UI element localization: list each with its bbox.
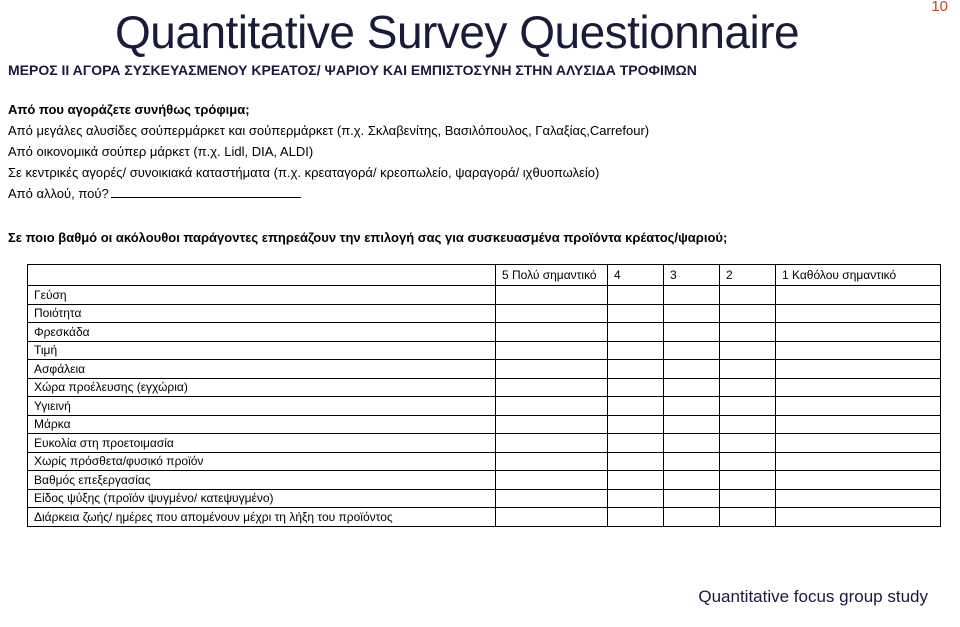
rating-cell-4[interactable] bbox=[608, 415, 664, 434]
rating-cell-3[interactable] bbox=[664, 434, 720, 453]
footer-text: Quantitative focus group study bbox=[698, 587, 928, 606]
rating-cell-4[interactable] bbox=[608, 471, 664, 490]
rating-header-row bbox=[28, 265, 941, 286]
rating-cell-1[interactable] bbox=[776, 452, 941, 471]
option-other[interactable] bbox=[8, 183, 649, 204]
rating-cell-1[interactable] bbox=[776, 397, 941, 416]
rating-cell-5[interactable] bbox=[496, 508, 608, 527]
rating-cell-5[interactable] bbox=[496, 489, 608, 508]
table-row bbox=[28, 360, 941, 379]
option-discount-supermarkets[interactable]: Από οικονομικά σούπερ μάρκετ (π.χ. Lidl, DIA, ALDI) bbox=[8, 144, 314, 159]
rating-cell-3[interactable] bbox=[664, 452, 720, 471]
page-number: 10 bbox=[931, 0, 948, 15]
table-row bbox=[28, 397, 941, 416]
rating-cell-5[interactable] bbox=[496, 378, 608, 397]
question-title: Από που αγοράζετε συνήθως τρόφιμα; bbox=[8, 102, 250, 117]
rating-cell-5[interactable] bbox=[496, 286, 608, 305]
rating-cell-3[interactable] bbox=[664, 378, 720, 397]
rating-cell-1[interactable] bbox=[776, 508, 941, 527]
scale-header-5: 5 Πολύ σημαντικό bbox=[496, 265, 608, 286]
slide-title: Quantitative Survey Questionnaire bbox=[115, 6, 800, 58]
factor-label: Ποιότητα bbox=[28, 304, 496, 323]
rating-cell-2[interactable] bbox=[720, 341, 776, 360]
section-heading: ΜΕΡΟΣ ΙΙ ΑΓΟΡΑ ΣΥΣΚΕΥΑΣΜΕΝΟΥ ΚΡΕΑΤΟΣ/ ΨΑΡΙΟΥ ΚΑΙ ΕΜΠΙΣΤΟΣΥΝΗ ΣΤΗΝ ΑΛΥΣΙΔΑ ΤΡΟΦΙΜΩΝ bbox=[8, 62, 697, 78]
option-large-supermarkets[interactable]: Από μεγάλες αλυσίδες σούπερμάρκετ και σούπερμάρκετ (π.χ. Σκλαβενίτης, Βασιλόπουλος, Γαλαξίας,Carrefour) bbox=[8, 123, 650, 138]
rating-cell-3[interactable] bbox=[664, 304, 720, 323]
rating-cell-2[interactable] bbox=[720, 360, 776, 379]
rating-cell-1[interactable] bbox=[776, 286, 941, 305]
factor-label: Χώρα προέλευσης (εγχώρια) bbox=[28, 378, 496, 397]
factor-label: Βαθμός επεξεργασίας bbox=[28, 471, 496, 490]
rating-cell-5[interactable] bbox=[496, 323, 608, 342]
factor-label: Είδος ψύξης (προϊόν ψυγμένο/ κατεψυγμένο) bbox=[28, 489, 496, 508]
rating-cell-2[interactable] bbox=[720, 452, 776, 471]
rating-cell-5[interactable] bbox=[496, 304, 608, 323]
factor-label: Γεύση bbox=[28, 286, 496, 305]
rating-cell-5[interactable] bbox=[496, 452, 608, 471]
question-rating-title: Σε ποιο βαθμό οι ακόλουθοι παράγοντες επηρεάζουν την επιλογή σας για συσκευασμένα προϊόντα κρέατος/ψαριού; bbox=[8, 230, 728, 245]
rating-cell-5[interactable] bbox=[496, 341, 608, 360]
rating-cell-5[interactable] bbox=[496, 360, 608, 379]
factor-label: Χωρίς πρόσθετα/φυσικό προϊόν bbox=[28, 452, 496, 471]
rating-cell-4[interactable] bbox=[608, 489, 664, 508]
table-row bbox=[28, 415, 941, 434]
rating-cell-3[interactable] bbox=[664, 489, 720, 508]
rating-cell-4[interactable] bbox=[608, 452, 664, 471]
other-answer-blank[interactable] bbox=[111, 185, 301, 198]
factor-label: Υγιεινή bbox=[28, 397, 496, 416]
rating-cell-3[interactable] bbox=[664, 415, 720, 434]
table-row bbox=[28, 452, 941, 471]
rating-cell-1[interactable] bbox=[776, 471, 941, 490]
rating-cell-1[interactable] bbox=[776, 323, 941, 342]
rating-cell-1[interactable] bbox=[776, 378, 941, 397]
rating-cell-5[interactable] bbox=[496, 434, 608, 453]
rating-cell-3[interactable] bbox=[664, 360, 720, 379]
rating-cell-3[interactable] bbox=[664, 471, 720, 490]
rating-cell-4[interactable] bbox=[608, 286, 664, 305]
rating-cell-4[interactable] bbox=[608, 304, 664, 323]
option-central-markets[interactable]: Σε κεντρικές αγορές/ συνοικιακά καταστήματα (π.χ. κρεαταγορά/ κρεοπωλείο, ψαραγορά/ ιχθυοπωλείο) bbox=[8, 165, 600, 180]
table-row bbox=[28, 471, 941, 490]
rating-cell-4[interactable] bbox=[608, 378, 664, 397]
table-row bbox=[28, 434, 941, 453]
rating-cell-1[interactable] bbox=[776, 341, 941, 360]
scale-header-2: 2 bbox=[720, 265, 776, 286]
factor-label: Μάρκα bbox=[28, 415, 496, 434]
question-shopping-location bbox=[8, 100, 649, 204]
scale-header-4: 4 bbox=[608, 265, 664, 286]
rating-cell-4[interactable] bbox=[608, 360, 664, 379]
rating-cell-2[interactable] bbox=[720, 378, 776, 397]
scale-header-1: 1 Καθόλου σημαντικό bbox=[776, 265, 941, 286]
rating-cell-2[interactable] bbox=[720, 489, 776, 508]
table-row bbox=[28, 508, 941, 527]
rating-cell-2[interactable] bbox=[720, 304, 776, 323]
rating-cell-2[interactable] bbox=[720, 415, 776, 434]
factor-label: Φρεσκάδα bbox=[28, 323, 496, 342]
rating-cell-4[interactable] bbox=[608, 397, 664, 416]
rating-cell-5[interactable] bbox=[496, 471, 608, 490]
table-row bbox=[28, 341, 941, 360]
table-row bbox=[28, 304, 941, 323]
rating-cell-2[interactable] bbox=[720, 434, 776, 453]
rating-cell-4[interactable] bbox=[608, 341, 664, 360]
rating-cell-5[interactable] bbox=[496, 397, 608, 416]
table-row bbox=[28, 378, 941, 397]
rating-cell-5[interactable] bbox=[496, 415, 608, 434]
rating-cell-3[interactable] bbox=[664, 508, 720, 527]
rating-cell-2[interactable] bbox=[720, 471, 776, 490]
option-other-label: Από αλλού, πού? bbox=[8, 186, 109, 201]
rating-cell-1[interactable] bbox=[776, 489, 941, 508]
table-row bbox=[28, 489, 941, 508]
rating-cell-1[interactable] bbox=[776, 434, 941, 453]
rating-cell-2[interactable] bbox=[720, 508, 776, 527]
rating-cell-3[interactable] bbox=[664, 341, 720, 360]
factor-label: Τιμή bbox=[28, 341, 496, 360]
rating-cell-1[interactable] bbox=[776, 415, 941, 434]
rating-cell-2[interactable] bbox=[720, 323, 776, 342]
factor-label: Ασφάλεια bbox=[28, 360, 496, 379]
table-row bbox=[28, 323, 941, 342]
factor-label: Διάρκεια ζωής/ ημέρες που απομένουν μέχρι τη λήξη του προϊόντος bbox=[28, 508, 496, 527]
rating-cell-2[interactable] bbox=[720, 286, 776, 305]
rating-cell-4[interactable] bbox=[608, 323, 664, 342]
rating-cell-3[interactable] bbox=[664, 397, 720, 416]
rating-table bbox=[27, 264, 941, 527]
rating-cell-1[interactable] bbox=[776, 360, 941, 379]
rating-cell-1[interactable] bbox=[776, 304, 941, 323]
rating-cell-3[interactable] bbox=[664, 286, 720, 305]
rating-cell-3[interactable] bbox=[664, 323, 720, 342]
rating-cell-2[interactable] bbox=[720, 397, 776, 416]
factor-label: Ευκολία στη προετοιμασία bbox=[28, 434, 496, 453]
table-row bbox=[28, 286, 941, 305]
scale-header-3: 3 bbox=[664, 265, 720, 286]
rating-cell-4[interactable] bbox=[608, 434, 664, 453]
rating-cell-4[interactable] bbox=[608, 508, 664, 527]
header-empty-cell bbox=[28, 265, 496, 286]
